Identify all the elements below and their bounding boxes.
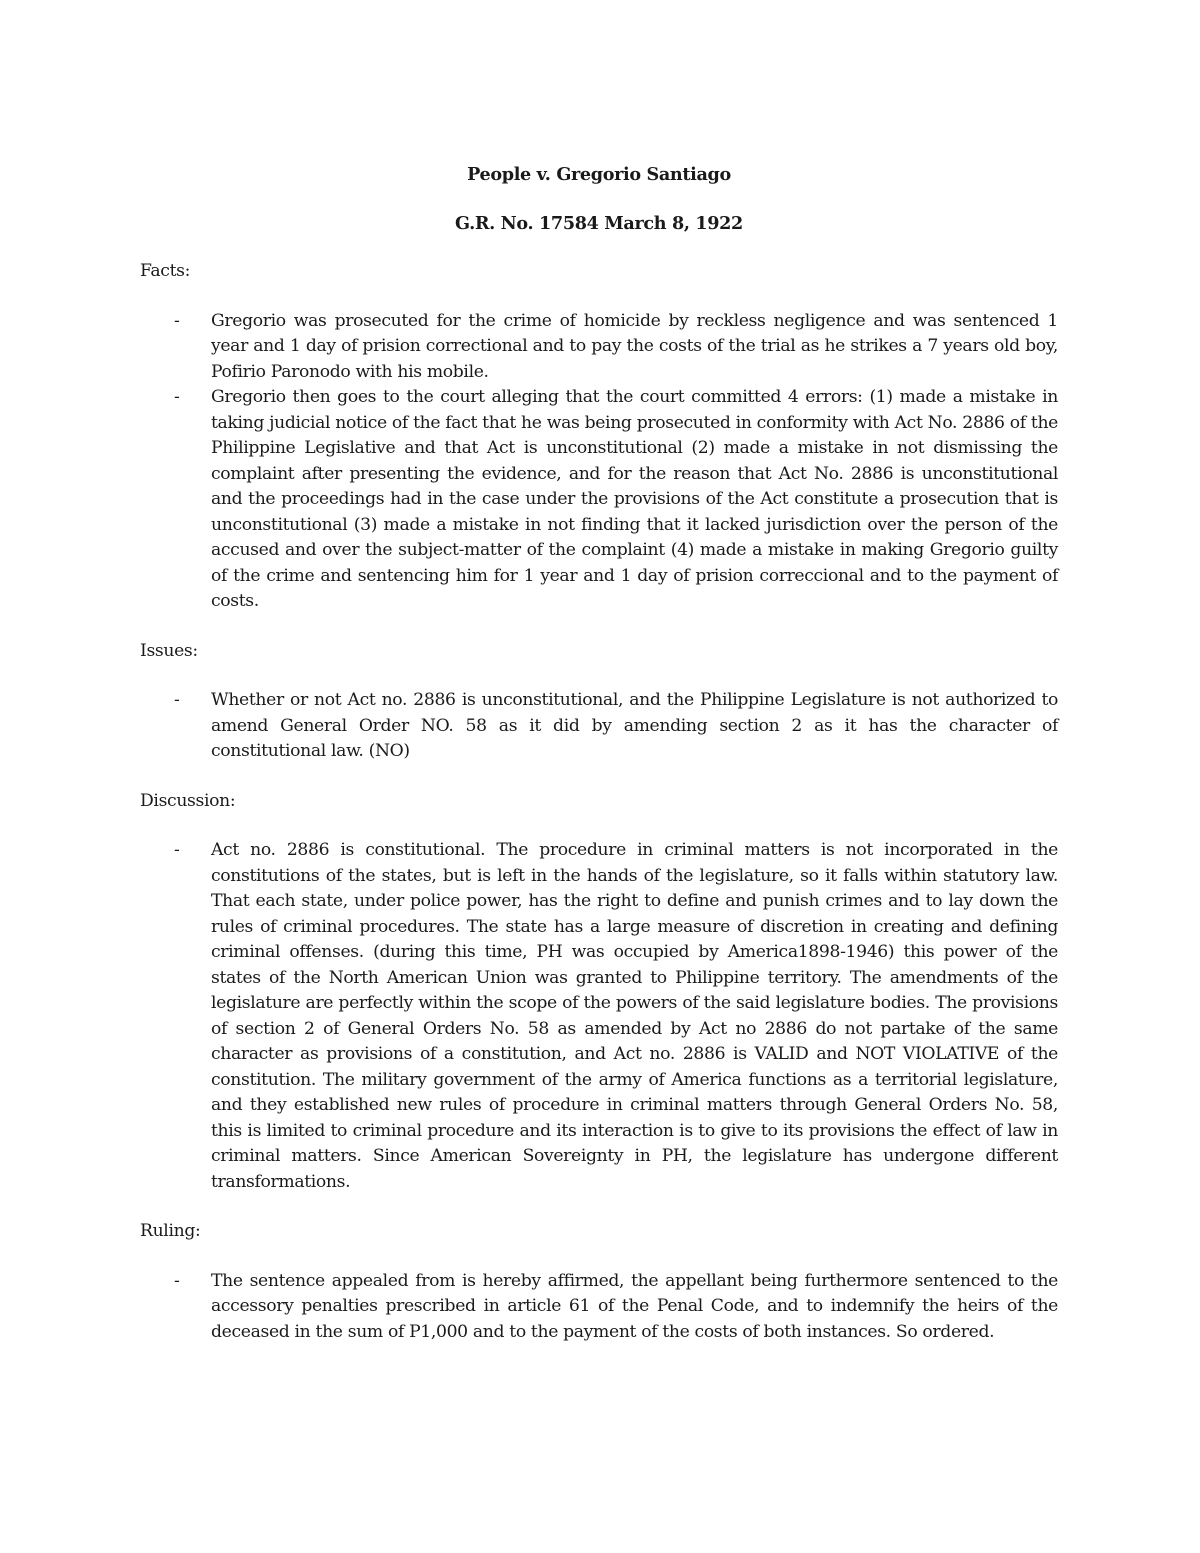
issues-item (140, 688, 1058, 765)
facts-list (140, 309, 1058, 615)
bullet-dash: - (174, 387, 180, 407)
discussion-list (140, 838, 1058, 1195)
facts-item-text: Gregorio then goes to the court alleging that the court committed 4 errors: (1) made a mistake in taking judicial notice of the fact that he was being prosecuted in conformity with Act No. 2886 of the Philippine Legislative and that Act is unconstitutional (2) made a mistake in not dismissing the complaint after presenting the evidence, and for the reason that Act No. 2886 is unconstitutional and the proceedings had in the case under the provisions of the Act constitute a prosecution that is unconstitutional (3) made a mistake in not finding that it lacked jurisdiction over the person of the accused and over the subject-matter of the complaint (4) made a mistake in making Gregorio guilty of the crime and sentencing him for 1 year and 1 day of prision correccional and to the payment of costs. (211, 387, 1058, 611)
bullet-dash: - (174, 1270, 180, 1291)
issues-item-text: Whether or not Act no. 2886 is unconstitutional, and the Philippine Legislature is not authorized to amend General Order NO. 58 as it did by amending section 2 as it has the character of constitutional law. (NO) (211, 690, 1058, 761)
facts-item (140, 309, 1058, 386)
ruling-heading: Ruling: (140, 1221, 201, 1241)
bullet-dash: - (174, 310, 180, 331)
issues-list (140, 688, 1058, 765)
facts-item-text: Gregorio was prosecuted for the crime of homicide by reckless negligence and was sentenced 1 year and 1 day of prision correctional and to pay the costs of the trial as he strikes a 7 years old boy, Pofirio Paronodo with his mobile. (211, 310, 1058, 382)
ruling-item-text: The sentence appealed from is hereby affirmed, the appellant being furthermore sentenced to the accessory penalties prescribed in article 61 of the Penal Code, and to indemnify the heirs of the deceased in the sum of P1,000 and to the payment of the costs of both instances. So ordered. (211, 1270, 1058, 1342)
facts-item (140, 385, 1058, 615)
case-title: People v. Gregorio Santiago (467, 164, 731, 185)
discussion-heading: Discussion: (140, 790, 236, 811)
ruling-item (140, 1269, 1058, 1346)
discussion-item (140, 838, 1058, 1195)
facts-heading: Facts: (140, 261, 191, 281)
ruling-list (140, 1269, 1058, 1346)
document-page (140, 160, 1058, 1345)
bullet-dash: - (174, 690, 180, 710)
bullet-dash: - (174, 840, 180, 860)
discussion-item-text: Act no. 2886 is constitutional. The procedure in criminal matters is not incorporated in the constitutions of the states, but is left in the hands of the legislature, so it falls within statutory law. That each state, under police power, has the right to define and punish crimes and to lay down the rules of criminal procedures. The state has a large measure of discretion in creating and defining criminal offenses. (during this time, PH was occupied by America1898-1946) this power of the states of the North American Union was granted to Philippine territory. The amendments of the legislature are perfectly within the scope of the powers of the said legislature bodies. The provisions of section 2 of General Orders No. 58 as amended by Act no 2886 do not partake of the same character as provisions of a constitution, and Act no. 2886 is VALID and NOT VIOLATIVE of the constitution. The military government of the army of America functions as a territorial legislature, and they established new rules of procedure in criminal matters through General Orders No. 58, this is limited to criminal procedure and its interaction is to give to its provisions the effect of law in criminal matters. Since American Sovereignty in PH, the legislature has undergone different transformations. (211, 840, 1058, 1192)
issues-heading: Issues: (140, 640, 198, 661)
case-number: G.R. No. 17584 March 8, 1922 (455, 212, 743, 234)
